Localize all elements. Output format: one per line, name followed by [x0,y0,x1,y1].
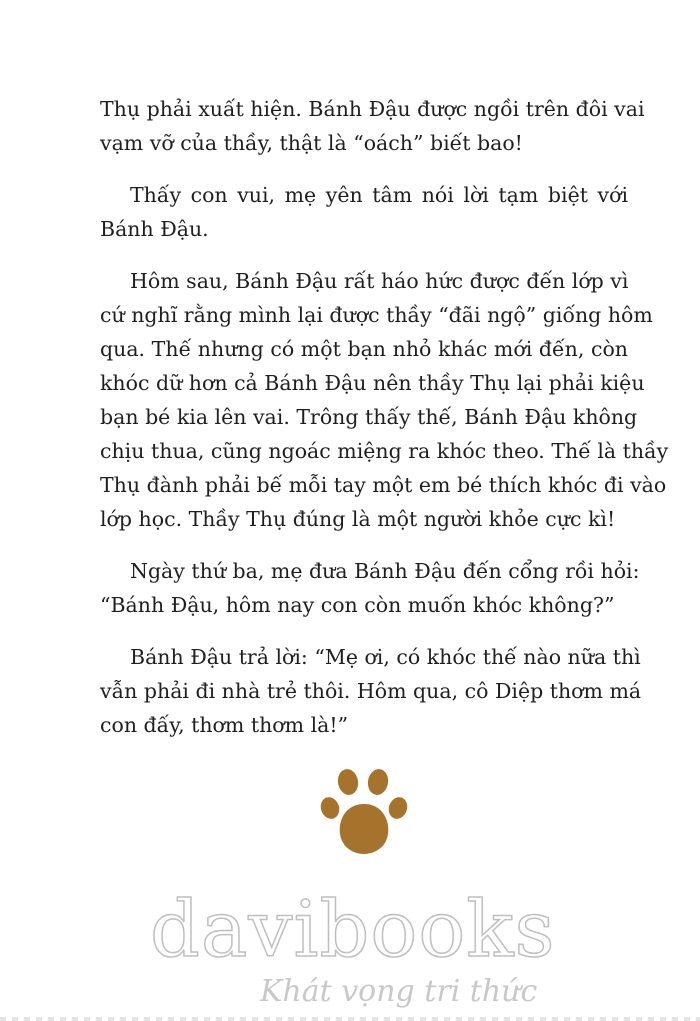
page-edge [0,1017,700,1021]
paragraph-1 [100,92,645,160]
text-line: Thụ đành phải bế mỗi tay một em bé thích khóc đi vào [100,473,667,497]
text-line: con đấy, thơm thơm là!” [100,713,349,737]
paw-toe-1 [318,795,342,822]
paragraph-5 [100,640,642,742]
text-line: bạn bé kia lên vai. Trông thấy thế, Bánh Đậu không [100,405,638,429]
page-body-text [100,92,669,760]
paragraph-2 [100,178,628,246]
text-line: qua. Thế nhưng có một bạn nhỏ khác mới đến, còn [100,337,628,361]
watermark [150,885,570,1009]
text-line: Bánh Đậu. [100,217,209,241]
text-line: Thấy con vui, mẹ yên tâm nói lời tạm biệt với [130,183,628,207]
text-line: Thụ phải xuất hiện. Bánh Đậu được ngồi trên đôi vai [100,97,645,121]
text-line: khóc dữ hơn cả Bánh Đậu nên thầy Thụ lại phải kiệu [100,371,645,395]
paragraph-4 [100,554,640,622]
paw-pad [340,804,389,854]
text-line: cứ nghĩ rằng mình lại được thầy “đãi ngộ” giống hôm [100,303,653,327]
text-line: vạm vỡ của thầy, thật là “oách” biết bao! [100,131,523,155]
paw-toe-3 [366,767,390,796]
text-line: chịu thua, cũng ngoác miệng ra khóc theo. Thế là thầy [100,439,669,463]
text-line: “Bánh Đậu, hôm nay con còn muốn khóc không?” [100,593,615,617]
paragraph-3 [100,264,669,536]
paw-print-icon [316,762,412,858]
text-line: Bánh Đậu trả lời: “Mẹ ơi, có khóc thế nào nữa thì [130,645,641,669]
paw-toe-2 [336,767,360,796]
text-line: Hôm sau, Bánh Đậu rất háo hức được đến lớp vì [130,269,629,293]
text-line: Ngày thứ ba, mẹ đưa Bánh Đậu đến cổng rồi hỏi: [130,559,640,583]
text-line: vẫn phải đi nhà trẻ thôi. Hôm qua, cô Diệp thơm má [100,679,642,703]
watermark-brand: davibooks [150,885,556,975]
text-line: lớp học. Thầy Thụ đúng là một người khỏe cực kì! [100,507,616,531]
paw-toe-4 [386,795,410,822]
watermark-tagline: Khát vọng tri thức [260,974,538,1009]
